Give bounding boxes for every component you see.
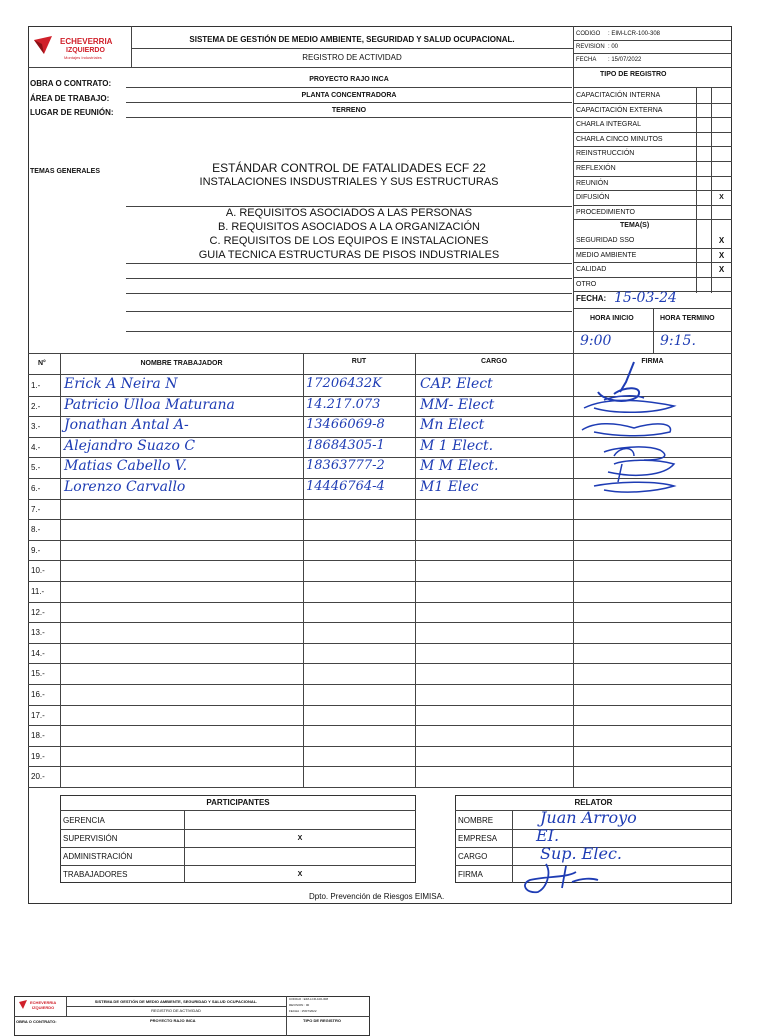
hora-inicio-label: HORA INICIO xyxy=(590,315,634,322)
col-nombre: NOMBRE TRABAJADOR xyxy=(140,360,223,367)
tema-line-6: GUIA TECNICA ESTRUCTURAS DE PISOS INDUSTRIALES xyxy=(198,249,500,261)
row-number: 17.- xyxy=(31,710,45,720)
tema-line-4: B. REQUISITOS ASOCIADOS A LA ORGANIZACIÓN xyxy=(217,221,481,233)
revision-label: REVISION xyxy=(576,44,605,50)
company-name: ECHEVERRIA xyxy=(60,37,113,46)
area-value: PLANTA CONCENTRADORA xyxy=(301,92,397,99)
worker-cargo[interactable]: CAP. Elect xyxy=(420,376,493,392)
lugar-value: TERRENO xyxy=(331,107,367,114)
tipo-registro-item: CAPACITACIÓN INTERNA xyxy=(576,92,661,99)
codigo-value: : EIM-LCR-100-308 xyxy=(608,31,661,37)
participante-label: GERENCIA xyxy=(63,816,105,825)
row-number: 16.- xyxy=(31,690,45,699)
next-form-title: REGISTRO DE ACTIVIDAD xyxy=(151,1008,201,1013)
participante-label: SUPERVISIÓN xyxy=(63,834,118,843)
fecha-doc-value: : 15/07/2022 xyxy=(608,57,642,63)
next-system-title: SISTEMA DE GESTIÓN DE MEDIO AMBIENTE, SEGURIDAD Y SALUD OCUPACIONAL. xyxy=(94,999,258,1004)
tema-item: OTRO xyxy=(576,280,597,288)
next-company-name: ECHEVERRIA xyxy=(30,1000,57,1005)
tema-mark[interactable]: X xyxy=(718,236,725,245)
worker-rut[interactable]: 14446764-4 xyxy=(306,479,385,494)
tipo-registro-item: CHARLA INTEGRAL xyxy=(576,121,641,129)
row-number: 9.- xyxy=(31,545,41,555)
next-obra: OBRA O CONTRATO: xyxy=(16,1019,57,1024)
obra-label: OBRA O CONTRATO: xyxy=(30,79,112,88)
participantes-title: PARTICIPANTES xyxy=(206,798,270,807)
worker-name[interactable]: Patricio Ulloa Maturana xyxy=(64,396,235,413)
row-number: 4.- xyxy=(31,442,41,452)
next-codigo: CODIGO : EIM-LCR-100-308 xyxy=(289,997,329,1001)
signature-column xyxy=(574,352,730,502)
hora-termino-label: HORA TERMINO xyxy=(660,315,715,322)
relator-cargo-value: Sup. Elec. xyxy=(540,844,622,863)
relator-cargo-label: CARGO xyxy=(458,852,488,861)
row-number: 1.- xyxy=(31,381,41,390)
participante-mark[interactable]: X xyxy=(297,835,303,842)
worker-cargo[interactable]: M1 Elec xyxy=(420,479,479,495)
row-number: 19.- xyxy=(31,751,45,761)
col-cargo: CARGO xyxy=(480,358,508,365)
row-number: 12.- xyxy=(31,607,45,617)
row-number: 7.- xyxy=(31,504,41,514)
logo-mark-icon xyxy=(32,36,54,56)
tipo-registro-title: TIPO DE REGISTRO xyxy=(600,71,667,78)
form-title: REGISTRO DE ACTIVIDAD xyxy=(302,53,402,62)
relator-title: RELATOR xyxy=(574,798,613,807)
relator-empresa-value: EI. xyxy=(536,826,560,845)
tipo-registro-item: DIFUSIÓN xyxy=(576,194,610,202)
hora-inicio-value: 9:00 xyxy=(580,333,612,349)
tema-line-1: ESTÁNDAR CONTROL DE FATALIDADES ECF 22 xyxy=(212,161,486,175)
participante-label: ADMINISTRACIÓN xyxy=(63,852,133,861)
lugar-label: LUGAR DE REUNIÓN: xyxy=(30,108,114,117)
temas-label: TEMAS GENERALES xyxy=(30,168,101,175)
revision-value: : 00 xyxy=(608,44,619,50)
worker-cargo[interactable]: Mn Elect xyxy=(420,417,485,434)
participante-mark[interactable]: X xyxy=(297,871,303,878)
next-logo-mark-icon xyxy=(18,1000,28,1010)
worker-rut[interactable]: 18363777-2 xyxy=(306,458,385,474)
next-revision: REVISION : 00 xyxy=(289,1003,310,1007)
tipo-registro-item: REINSTRUCCIÓN xyxy=(576,150,635,158)
system-title: SISTEMA DE GESTIÓN DE MEDIO AMBIENTE, SEGURIDAD Y SALUD OCUPACIONAL. xyxy=(189,35,515,44)
row-number: 3.- xyxy=(31,422,41,432)
row-number: 20.- xyxy=(31,772,45,782)
fecha-value: 15-03-24 xyxy=(614,290,677,306)
tipo-registro-item: PROCEDIMIENTO xyxy=(576,208,635,216)
worker-name[interactable]: Jonathan Antal A- xyxy=(64,417,189,434)
tipo-registro-item: REUNIÓN xyxy=(576,179,609,187)
worker-name[interactable]: Lorenzo Carvallo xyxy=(64,479,186,495)
worker-cargo[interactable]: MM- Elect xyxy=(420,396,495,413)
footer-dept: Dpto. Prevención de Riesgos EIMISA. xyxy=(309,892,445,901)
tema-item: SEGURIDAD SSO xyxy=(576,237,635,244)
fecha-doc-label: FECHA xyxy=(576,57,597,63)
company-logo xyxy=(32,32,128,64)
worker-name[interactable]: Alejandro Suazo C xyxy=(64,437,196,454)
row-number: 5.- xyxy=(31,463,41,473)
relator-nombre-value: Juan Arroyo xyxy=(540,808,637,827)
tipo-registro-item: CAPACITACIÓN EXTERNA xyxy=(576,106,663,114)
tema-line-2: INSTALACIONES INSDUSTRIALES Y SUS ESTRUCTURAS xyxy=(199,176,499,188)
obra-value: PROYECTO RAJO INCA xyxy=(309,76,389,83)
relator-firma-label: FIRMA xyxy=(458,870,483,879)
row-number: 15.- xyxy=(31,669,45,679)
row-number: 2.- xyxy=(31,401,41,411)
relator-nombre-label: NOMBRE xyxy=(458,816,494,825)
relator-empresa-label: EMPRESA xyxy=(458,834,498,843)
company-name-2: IZQUIERDO xyxy=(66,47,105,54)
tema-line-5: C. REQUISITOS DE LOS EQUIPOS E INSTALACIONES xyxy=(209,235,489,247)
row-number: 6.- xyxy=(31,484,41,493)
worker-cargo[interactable]: M M Elect. xyxy=(420,458,499,475)
worker-name[interactable]: Erick A Neira N xyxy=(64,376,178,392)
next-proyecto: PROYECTO RAJO INCA xyxy=(150,1018,196,1023)
row-number: 8.- xyxy=(31,525,41,535)
worker-rut[interactable]: 18684305-1 xyxy=(306,437,385,453)
participante-label: TRABAJADORES xyxy=(63,870,128,879)
worker-rut[interactable]: 13466069-8 xyxy=(306,417,385,433)
hora-termino-value: 9:15. xyxy=(660,333,696,349)
tema-mark[interactable]: X xyxy=(718,265,725,275)
next-page-logo xyxy=(18,999,64,1013)
worker-name[interactable]: Matias Cabello V. xyxy=(64,458,188,475)
worker-cargo[interactable]: M 1 Elect. xyxy=(420,437,494,454)
next-tipo: TIPO DE REGISTRO xyxy=(303,1018,342,1023)
worker-rut[interactable]: 17206432K xyxy=(306,376,382,391)
col-rut: RUT xyxy=(351,358,367,365)
tema-mark[interactable]: X xyxy=(718,250,725,260)
row-number: 11.- xyxy=(31,587,45,596)
tema-item: CALIDAD xyxy=(576,266,607,274)
col-n: N° xyxy=(38,360,46,367)
tipo-registro-mark[interactable]: X xyxy=(719,194,724,202)
area-label: ÁREA DE TRABAJO: xyxy=(30,94,110,103)
col-firma: FIRMA xyxy=(641,358,664,365)
tema-line-3: A. REQUISITOS ASOCIADOS A LAS PERSONAS xyxy=(225,207,473,219)
fecha-label: FECHA: xyxy=(576,294,607,303)
row-number: 14.- xyxy=(31,648,45,658)
worker-rut[interactable]: 14.217.073 xyxy=(306,396,381,412)
row-number: 10.- xyxy=(31,566,45,576)
codigo-label: CODIGO xyxy=(576,31,601,37)
tipo-registro-item: REFLEXIÓN xyxy=(576,165,616,172)
temas-s-title: TEMA(S) xyxy=(620,222,650,229)
row-number: 18.- xyxy=(31,731,45,741)
next-fecha: FECHA : 15/07/2022 xyxy=(289,1009,317,1013)
relator-signature xyxy=(516,858,606,898)
tipo-registro-item: CHARLA CINCO MINUTOS xyxy=(576,135,663,143)
tema-item: MEDIO AMBIENTE xyxy=(576,251,637,259)
next-company-name-2: IZQUIERDO xyxy=(32,1005,55,1010)
company-tagline: Montajes Industriales xyxy=(64,55,102,60)
row-number: 13.- xyxy=(31,628,45,638)
